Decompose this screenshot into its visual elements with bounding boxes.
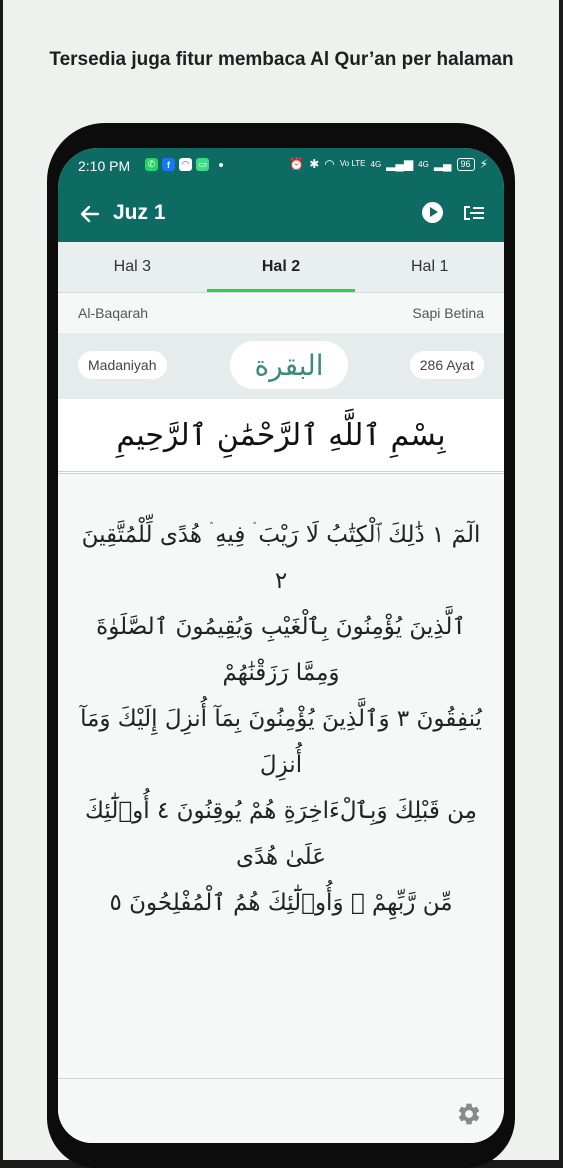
notification-icons [145,158,223,171]
ayah-line: مِن قَبْلِكَ وَبِٱلْءَاخِرَةِ هُمْ يُوقِنُونَ ٤ أُو۟لَٰٓئِكَ عَلَىٰ هُدًى [85,798,477,870]
surah-calligraphy [230,341,348,389]
play-audio-button[interactable] [422,202,443,223]
whatsapp-icon: ✆ [145,158,158,171]
more-notifications-dot [219,163,223,167]
network-4g-label-2: 4G [418,159,429,169]
page-title: Juz 1 [113,201,166,224]
basmala [58,399,504,474]
surah-arabic-name: البقرة [254,348,324,382]
facebook-icon: f [162,158,175,171]
back-arrow-icon [78,202,102,226]
surah-info-bar [58,333,504,399]
ayah-list-button[interactable] [461,200,487,226]
wifi-icon: ◠ [324,157,335,171]
revelation-type-badge: Madaniyah [78,351,167,379]
gear-icon [456,1101,482,1127]
tab-hal-3[interactable]: Hal 3 [113,258,152,275]
quran-page [58,474,504,1078]
frame-edge-right [559,0,563,1168]
promo-caption: Tersedia juga fitur membaca Al Qur’an per halaman [49,49,514,70]
bluetooth-icon: ✱ [309,157,320,171]
messenger-icon: ◠ [179,158,192,171]
ayah-line: مِّن رَّبِّهِمْ ۖ وَأُو۟لَٰٓئِكَ هُمُ ٱلْمُفْلِحُونَ ٥ [109,890,453,916]
phone-screen [58,148,504,1143]
settings-button[interactable] [456,1101,482,1127]
signal-icon-2: ▂▄ [433,157,452,171]
volte-label: Vo LTE [339,159,366,168]
ayah-line: يُنفِقُونَ ٣ وَٱلَّذِينَ يُؤْمِنُونَ بِمَآ أُنزِلَ إِلَيْكَ وَمَآ أُنزِلَ [80,706,482,778]
status-time: 2:10 PM [78,158,131,174]
surah-meaning: Sapi Betina [412,305,484,321]
surah-name: Al-Baqarah [78,305,149,321]
battery-icon: 96 [457,158,475,171]
surah-header [58,292,504,333]
ayah-line: الٓمٓ ١ ذَٰلِكَ ٱلْكِتَٰبُ لَا رَيْبَ ۛ فِيهِ ۛ هُدًى لِّلْمُتَّقِينَ ٢ [81,522,481,594]
basmala-text: بِسْمِ ٱللَّهِ ٱلرَّحْمَٰنِ ٱلرَّحِيمِ [116,417,446,453]
system-icons [289,157,488,171]
tab-hal-1[interactable]: Hal 1 [411,258,449,275]
signal-icon-1: ▂▄▆ [386,157,414,171]
tab-hal-2[interactable]: Hal 2 [207,242,356,292]
charging-icon: ⚡ [479,157,488,171]
frame-edge-left [0,0,3,1168]
ayah-text-block [76,512,486,926]
bottom-bar [58,1078,504,1143]
list-icon [461,200,487,226]
app-bar [58,186,504,242]
back-button[interactable] [78,202,102,226]
network-4g-label-1: 4G [370,159,382,169]
alarm-icon: ⏰ [289,157,305,171]
page-tabs [58,242,504,292]
ayah-line: ٱلَّذِينَ يُؤْمِنُونَ بِٱلْغَيْبِ وَيُقِيمُونَ ٱلصَّلَوٰةَ وَمِمَّا رَزَقْنَٰهُمْ [96,614,466,686]
android-app-icon: ▭ [196,158,209,171]
ayat-count-badge: 286 Ayat [410,351,484,379]
status-bar [58,148,504,186]
phone-mockup [47,123,515,1168]
